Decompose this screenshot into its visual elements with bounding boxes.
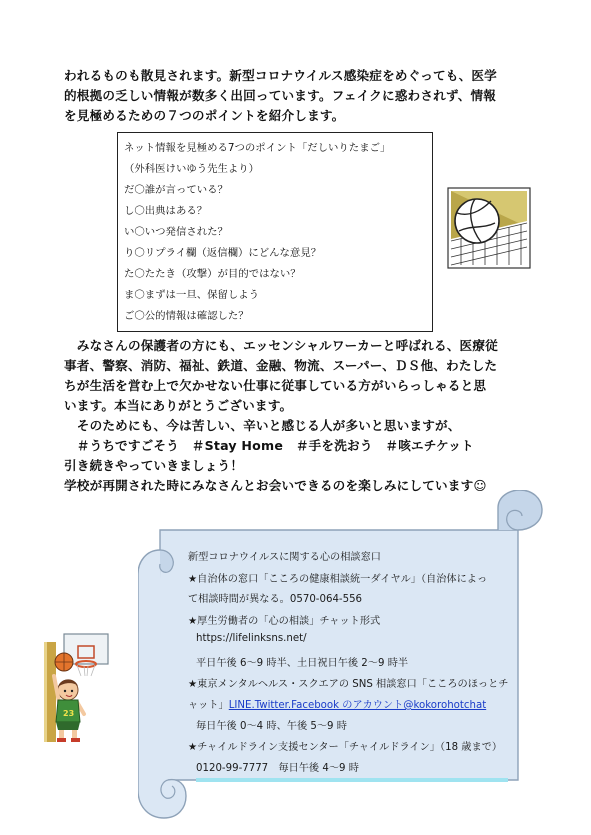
point-item: だ〇誰が言っている？: [124, 184, 228, 196]
text-line: みなさんの保護者の方にも、エッセンシャルワーカーと呼ばれる、医療従: [64, 338, 498, 353]
consult-line: 0120-99-7777 毎日午後 4～9 時: [196, 763, 359, 774]
text-line: います。本当にありがとうございます。: [64, 398, 293, 413]
svg-text:23: 23: [63, 709, 75, 718]
consult-line-with-link: [188, 696, 486, 711]
text-line: ちが生活を営む上で欠かせない仕事に従事している方がいらっしゃると思: [64, 378, 487, 393]
consult-line: 毎日午後 0～4 時、午後 5～9 時: [196, 721, 347, 732]
point-item: た〇たたき（攻撃）が目的ではない？: [124, 268, 301, 280]
lifelink-url: https://lifelinksns.net/: [196, 633, 307, 644]
consult-title: 新型コロナウイルスに関する心の相談窓口: [188, 552, 381, 563]
intro-paragraph: [64, 66, 497, 126]
consult-line: ★自治体の窓口「こころの健康相談統一ダイヤル」（自治体によっ: [188, 574, 488, 585]
basketball-boy-icon: [44, 632, 112, 744]
text-line: そのためにも、今は苦しい、辛いと感じる人が多いと思いますが、: [64, 418, 461, 433]
consult-line: ★チャイルドライン支援センター「チャイルドライン」（18 歳まで）: [188, 742, 503, 753]
consult-line: て相談時間が異なる。0570-064-556: [188, 594, 363, 605]
thanks-paragraph: [64, 336, 498, 496]
point-item: い〇いつ発信された？: [124, 226, 228, 238]
point-item: ま〇まずは一旦、保留しよう: [124, 289, 260, 301]
point-item: し〇出典はある？: [124, 205, 208, 217]
consult-line: ★厚生労働者の「心の相談」チャット形式: [188, 616, 381, 627]
text-line: 的根拠の乏しい情報が数多く出回っています。フェイクに惑わされず、情報: [64, 88, 497, 103]
consultation-scroll: [138, 490, 548, 820]
text-line: われるものも散見されます。新型コロナウイルス感染症をめぐっても、医学: [64, 68, 497, 83]
box-title: ネット情報を見極める7つのポイント「だしいりたまご」: [124, 142, 391, 154]
text-line: 事者、警察、消防、福祉、鉄道、金融、物流、スーパー、ＤＳ他、わたした: [64, 358, 498, 373]
consult-line: 平日午後 6～9 時半、土日祝日午後 2～9 時半: [196, 658, 409, 669]
text-line: を見極めるための７つのポイントを紹介します。: [64, 108, 345, 123]
volleyball-icon: [447, 187, 531, 269]
sns-accounts-link[interactable]: LINE.Twitter.Facebook のアカウント@kokorohotchat: [228, 700, 487, 711]
text-line: 学校が再開された時にみなさんとお会いできるのを楽しみにしています☺: [64, 478, 487, 493]
consult-prefix: ャット」: [188, 700, 229, 711]
box-source: （外科医けいゆう先生より）: [124, 163, 260, 175]
seven-points-box: [117, 132, 433, 332]
consult-line: ★東京メンタルヘルス・スクエアの SNS 相談窓口「こころのほっとチ: [188, 679, 509, 690]
text-line: 引き続きやっていきましょう！: [64, 458, 244, 473]
point-item: ご〇公的情報は確認した？: [124, 310, 249, 322]
text-line: ＃うちですごそう ＃Stay Home ＃手を洗おう ＃咳エチケット: [64, 438, 474, 453]
point-item: り〇リプライ欄（返信欄）にどんな意見？: [124, 247, 322, 259]
